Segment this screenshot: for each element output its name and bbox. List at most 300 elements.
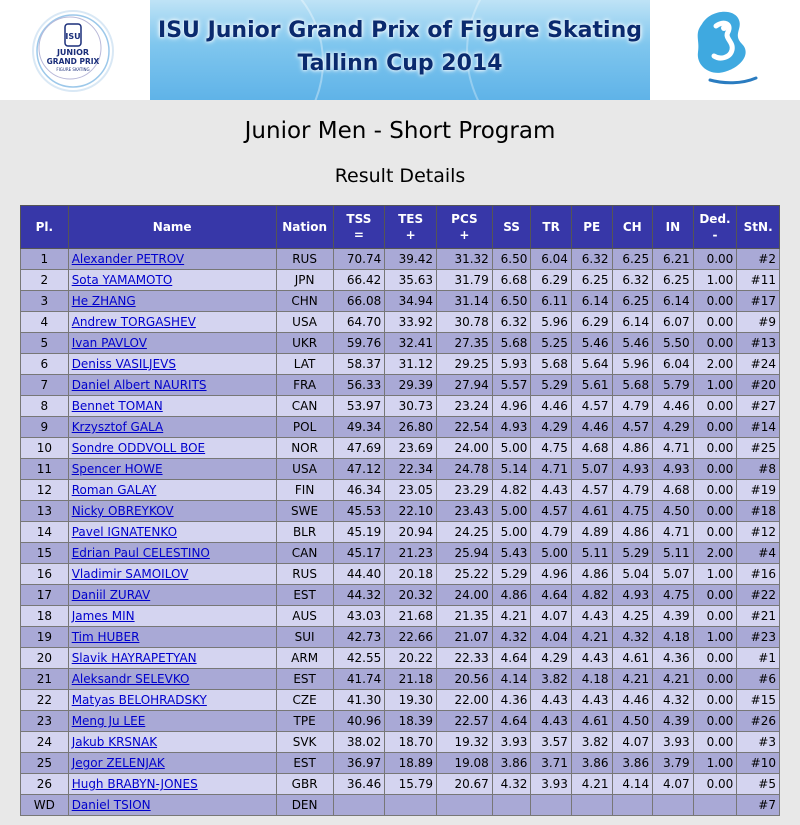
header-label: Nation: [282, 220, 327, 234]
nation-cell: FRA: [276, 375, 333, 396]
start-number-cell: #17: [737, 291, 780, 312]
place-cell: 14: [21, 522, 69, 543]
ded-cell: 0.00: [693, 480, 737, 501]
tr-cell: 4.75: [531, 438, 572, 459]
tss-cell: 66.08: [333, 291, 385, 312]
nation-cell: AUS: [276, 606, 333, 627]
skater-link[interactable]: Krzysztof GALA: [71, 420, 164, 434]
pe-cell: 4.46: [571, 417, 612, 438]
nation-cell: NOR: [276, 438, 333, 459]
skater-link[interactable]: Daniel Albert NAURITS: [71, 378, 207, 392]
ch-cell: 6.25: [612, 249, 653, 270]
start-number-cell: #15: [737, 690, 780, 711]
in-cell: 5.11: [653, 543, 694, 564]
nation-cell: EST: [276, 753, 333, 774]
tr-cell: 3.82: [531, 669, 572, 690]
ch-cell: 4.21: [612, 669, 653, 690]
place-cell: 8: [21, 396, 69, 417]
ded-cell: 0.00: [693, 396, 737, 417]
col-name-header: [68, 206, 276, 249]
in-cell: 4.29: [653, 417, 694, 438]
tes-cell: 32.41: [385, 333, 437, 354]
tr-cell: [531, 795, 572, 816]
skater-link[interactable]: Aleksandr SELEVKO: [71, 672, 190, 686]
table-row: [21, 354, 780, 375]
skater-link[interactable]: Ivan PAVLOV: [71, 336, 147, 350]
ded-cell: 1.00: [693, 375, 737, 396]
tr-cell: 4.71: [531, 459, 572, 480]
name-cell: [68, 249, 276, 270]
place-cell: 4: [21, 312, 69, 333]
tss-cell: 56.33: [333, 375, 385, 396]
nation-cell: EST: [276, 585, 333, 606]
header-label: StN.: [743, 220, 773, 234]
tes-cell: 29.39: [385, 375, 437, 396]
nation-cell: CAN: [276, 396, 333, 417]
skater-link[interactable]: Sondre ODDVOLL BOE: [71, 441, 206, 455]
results-table: [20, 205, 780, 816]
pcs-cell: 31.14: [437, 291, 493, 312]
in-cell: 4.39: [653, 711, 694, 732]
pcs-cell: 22.33: [437, 648, 493, 669]
name-cell: [68, 690, 276, 711]
name-cell: [68, 627, 276, 648]
nation-cell: JPN: [276, 270, 333, 291]
name-cell: [68, 312, 276, 333]
col-nation-header: [276, 206, 333, 249]
skater-link[interactable]: Andrew TORGASHEV: [71, 315, 196, 329]
pe-cell: 4.57: [571, 396, 612, 417]
start-number-cell: #1: [737, 648, 780, 669]
tss-cell: 45.53: [333, 501, 385, 522]
ss-cell: 4.64: [492, 648, 531, 669]
nation-cell: CZE: [276, 690, 333, 711]
tss-cell: 46.34: [333, 480, 385, 501]
tes-cell: 19.30: [385, 690, 437, 711]
tes-cell: 20.22: [385, 648, 437, 669]
pcs-cell: 24.25: [437, 522, 493, 543]
pe-cell: 4.43: [571, 648, 612, 669]
col-start-number-header: [737, 206, 780, 249]
start-number-cell: #18: [737, 501, 780, 522]
in-cell: 4.68: [653, 480, 694, 501]
place-cell: 25: [21, 753, 69, 774]
start-number-cell: #25: [737, 438, 780, 459]
skater-link[interactable]: James MIN: [71, 609, 135, 623]
tr-cell: 4.57: [531, 501, 572, 522]
ss-cell: 4.36: [492, 690, 531, 711]
tr-cell: 4.79: [531, 522, 572, 543]
name-cell: [68, 438, 276, 459]
ch-cell: 4.93: [612, 585, 653, 606]
ss-cell: 5.14: [492, 459, 531, 480]
name-cell: [68, 585, 276, 606]
table-row: [21, 711, 780, 732]
pcs-cell: 20.67: [437, 774, 493, 795]
pcs-cell: 21.07: [437, 627, 493, 648]
name-cell: [68, 606, 276, 627]
tes-cell: 22.66: [385, 627, 437, 648]
header-operator: +: [459, 228, 470, 242]
pe-cell: 4.43: [571, 690, 612, 711]
name-cell: [68, 522, 276, 543]
pcs-cell: 24.78: [437, 459, 493, 480]
skater-link[interactable]: Alexander PETROV: [71, 252, 185, 266]
pcs-cell: 21.35: [437, 606, 493, 627]
pe-cell: 6.29: [571, 312, 612, 333]
name-cell: [68, 648, 276, 669]
ded-cell: 2.00: [693, 543, 737, 564]
nation-cell: EST: [276, 669, 333, 690]
name-cell: [68, 375, 276, 396]
start-number-cell: #12: [737, 522, 780, 543]
page-subtitle: Result Details: [334, 165, 466, 187]
ss-cell: 4.96: [492, 396, 531, 417]
tss-cell: 45.17: [333, 543, 385, 564]
ch-cell: 4.07: [612, 732, 653, 753]
table-row: [21, 501, 780, 522]
ded-cell: 0.00: [693, 690, 737, 711]
skater-link[interactable]: Daniel TSION: [71, 798, 151, 812]
skater-link[interactable]: Tim HUBER: [71, 630, 140, 644]
nation-cell: POL: [276, 417, 333, 438]
ch-cell: 4.61: [612, 648, 653, 669]
pcs-cell: 25.22: [437, 564, 493, 585]
place-cell: 17: [21, 585, 69, 606]
tes-cell: 23.05: [385, 480, 437, 501]
ded-cell: 0.00: [693, 522, 737, 543]
col-ch-header: [612, 206, 653, 249]
ded-cell: 0.00: [693, 417, 737, 438]
tes-cell: 21.68: [385, 606, 437, 627]
pcs-cell: 24.00: [437, 585, 493, 606]
skater-link[interactable]: Jegor ZELENJAK: [71, 756, 165, 770]
tss-cell: 43.03: [333, 606, 385, 627]
table-row: [21, 459, 780, 480]
table-row: [21, 795, 780, 816]
header-label: IN: [665, 220, 681, 234]
in-cell: 4.39: [653, 606, 694, 627]
pe-cell: 3.86: [571, 753, 612, 774]
name-cell: [68, 543, 276, 564]
place-cell: 15: [21, 543, 69, 564]
tes-cell: 22.10: [385, 501, 437, 522]
tes-cell: 21.23: [385, 543, 437, 564]
tr-cell: 4.96: [531, 564, 572, 585]
name-cell: [68, 396, 276, 417]
ss-cell: 5.00: [492, 522, 531, 543]
col-place-header: [21, 206, 69, 249]
start-number-cell: #2: [737, 249, 780, 270]
tes-cell: 30.73: [385, 396, 437, 417]
ch-cell: 6.25: [612, 291, 653, 312]
nation-cell: SUI: [276, 627, 333, 648]
pcs-cell: 22.57: [437, 711, 493, 732]
banner-title-line2: Tallinn Cup 2014: [297, 51, 503, 76]
start-number-cell: #7: [737, 795, 780, 816]
place-cell: 26: [21, 774, 69, 795]
pe-cell: 4.21: [571, 774, 612, 795]
name-cell: [68, 501, 276, 522]
header-label: Name: [152, 220, 192, 234]
ch-cell: 4.46: [612, 690, 653, 711]
tes-cell: 18.89: [385, 753, 437, 774]
tss-cell: 36.46: [333, 774, 385, 795]
tss-cell: 70.74: [333, 249, 385, 270]
table-row: [21, 312, 780, 333]
svg-text:FIGURE SKATING: FIGURE SKATING: [56, 67, 90, 72]
skater-link[interactable]: Roman GALAY: [71, 483, 157, 497]
tss-cell: 53.97: [333, 396, 385, 417]
tr-cell: 4.64: [531, 585, 572, 606]
place-cell: 23: [21, 711, 69, 732]
ch-cell: 4.14: [612, 774, 653, 795]
ded-cell: 0.00: [693, 732, 737, 753]
tss-cell: [333, 795, 385, 816]
tss-cell: 47.12: [333, 459, 385, 480]
tss-cell: 58.37: [333, 354, 385, 375]
nation-cell: RUS: [276, 249, 333, 270]
table-row: [21, 774, 780, 795]
ss-cell: 5.00: [492, 501, 531, 522]
banner-title-line1: ISU Junior Grand Prix of Figure Skating: [158, 18, 642, 43]
tes-cell: 22.34: [385, 459, 437, 480]
tr-cell: 5.25: [531, 333, 572, 354]
tr-cell: 3.57: [531, 732, 572, 753]
tss-cell: 44.32: [333, 585, 385, 606]
table-row: [21, 270, 780, 291]
pe-cell: 4.86: [571, 564, 612, 585]
tes-cell: 39.42: [385, 249, 437, 270]
skater-link[interactable]: Deniss VASILJEVS: [71, 357, 177, 371]
header-label: Pl.: [35, 220, 54, 234]
place-cell: 10: [21, 438, 69, 459]
skater-link[interactable]: Daniil ZURAV: [71, 588, 151, 602]
skater-link[interactable]: Hugh BRABYN-JONES: [71, 777, 198, 791]
skater-link[interactable]: Spencer HOWE: [71, 462, 163, 476]
pe-cell: [571, 795, 612, 816]
tes-cell: [385, 795, 437, 816]
tes-cell: 20.18: [385, 564, 437, 585]
header-label: PCS: [451, 212, 478, 226]
pe-cell: 5.46: [571, 333, 612, 354]
ch-cell: 3.86: [612, 753, 653, 774]
header-label: TES: [398, 212, 424, 226]
in-cell: 5.50: [653, 333, 694, 354]
tss-cell: 45.19: [333, 522, 385, 543]
tr-cell: 6.04: [531, 249, 572, 270]
tr-cell: 6.11: [531, 291, 572, 312]
ss-cell: 4.14: [492, 669, 531, 690]
name-cell: [68, 291, 276, 312]
tes-cell: 34.94: [385, 291, 437, 312]
ded-cell: 0.00: [693, 312, 737, 333]
ss-cell: 5.68: [492, 333, 531, 354]
ded-cell: 0.00: [693, 459, 737, 480]
ch-cell: 4.32: [612, 627, 653, 648]
table-body: [21, 249, 780, 816]
ded-cell: 0.00: [693, 501, 737, 522]
pcs-cell: 31.32: [437, 249, 493, 270]
pcs-cell: 22.54: [437, 417, 493, 438]
pe-cell: 4.68: [571, 438, 612, 459]
table-row: [21, 606, 780, 627]
tes-cell: 18.70: [385, 732, 437, 753]
tss-cell: 64.70: [333, 312, 385, 333]
tss-cell: 40.96: [333, 711, 385, 732]
ss-cell: 6.68: [492, 270, 531, 291]
name-cell: [68, 711, 276, 732]
ded-cell: 1.00: [693, 753, 737, 774]
col-pe-header: [571, 206, 612, 249]
col-ss-header: [492, 206, 531, 249]
tr-cell: 4.04: [531, 627, 572, 648]
pe-cell: 4.21: [571, 627, 612, 648]
tr-cell: 4.29: [531, 648, 572, 669]
ss-cell: 4.21: [492, 606, 531, 627]
in-cell: 4.71: [653, 438, 694, 459]
skater-link[interactable]: Edrian Paul CELESTINO: [71, 546, 210, 560]
ded-cell: 0.00: [693, 669, 737, 690]
ch-cell: 5.96: [612, 354, 653, 375]
tss-cell: 38.02: [333, 732, 385, 753]
page-title: Junior Men - Short Program: [244, 118, 556, 144]
in-cell: 4.71: [653, 522, 694, 543]
ch-cell: 4.79: [612, 396, 653, 417]
table-row: [21, 648, 780, 669]
name-cell: [68, 795, 276, 816]
nation-cell: LAT: [276, 354, 333, 375]
skater-link[interactable]: Slavik HAYRAPETYAN: [71, 651, 197, 665]
ss-cell: 4.86: [492, 585, 531, 606]
place-cell: 20: [21, 648, 69, 669]
ch-cell: 6.32: [612, 270, 653, 291]
table-row: [21, 417, 780, 438]
ss-cell: 6.50: [492, 249, 531, 270]
ded-cell: 0.00: [693, 585, 737, 606]
ch-cell: 4.25: [612, 606, 653, 627]
table-row: [21, 669, 780, 690]
tr-cell: 4.43: [531, 711, 572, 732]
table-row: [21, 396, 780, 417]
skater-link[interactable]: Nicky OBREYKOV: [71, 504, 174, 518]
place-cell: 2: [21, 270, 69, 291]
start-number-cell: #23: [737, 627, 780, 648]
ss-cell: 5.00: [492, 438, 531, 459]
col-tr-header: [531, 206, 572, 249]
ded-cell: 1.00: [693, 627, 737, 648]
skater-link[interactable]: Matyas BELOHRADSKY: [71, 693, 207, 707]
skater-link[interactable]: He ZHANG: [71, 294, 136, 308]
ss-cell: 4.32: [492, 627, 531, 648]
skater-link[interactable]: Vladimir SAMOILOV: [71, 567, 189, 581]
table-header-row: [21, 206, 780, 249]
place-cell: 19: [21, 627, 69, 648]
pcs-cell: 27.35: [437, 333, 493, 354]
ss-cell: 5.29: [492, 564, 531, 585]
place-cell: 3: [21, 291, 69, 312]
header-label: Ded.: [699, 212, 731, 226]
table-row: [21, 543, 780, 564]
nation-cell: RUS: [276, 564, 333, 585]
ch-cell: [612, 795, 653, 816]
svg-text:GRAND PRIX: GRAND PRIX: [46, 57, 100, 66]
start-number-cell: #19: [737, 480, 780, 501]
table-row: [21, 249, 780, 270]
ss-cell: 4.93: [492, 417, 531, 438]
ch-cell: 4.50: [612, 711, 653, 732]
ss-cell: 4.64: [492, 711, 531, 732]
ded-cell: 0.00: [693, 648, 737, 669]
table-row: [21, 438, 780, 459]
name-cell: [68, 354, 276, 375]
pcs-cell: 30.78: [437, 312, 493, 333]
place-cell: 1: [21, 249, 69, 270]
table-row: [21, 690, 780, 711]
ch-cell: 4.93: [612, 459, 653, 480]
ded-cell: [693, 795, 737, 816]
start-number-cell: #6: [737, 669, 780, 690]
snowflake-decoration: [150, 0, 324, 100]
header-operator: +: [405, 228, 416, 242]
table-row: [21, 375, 780, 396]
nation-cell: CAN: [276, 543, 333, 564]
tes-cell: 21.18: [385, 669, 437, 690]
pe-cell: 4.61: [571, 711, 612, 732]
col-tes-header: [385, 206, 437, 249]
place-cell: 24: [21, 732, 69, 753]
tes-cell: 31.12: [385, 354, 437, 375]
pe-cell: 4.18: [571, 669, 612, 690]
skater-link[interactable]: Jakub KRSNAK: [71, 735, 158, 749]
tr-cell: 5.96: [531, 312, 572, 333]
ch-cell: 4.86: [612, 438, 653, 459]
place-cell: 5: [21, 333, 69, 354]
in-cell: 6.07: [653, 312, 694, 333]
pe-cell: 6.25: [571, 270, 612, 291]
name-cell: [68, 774, 276, 795]
header-label: SS: [503, 220, 520, 234]
skater-link[interactable]: Sota YAMAMOTO: [71, 273, 173, 287]
ded-cell: 0.00: [693, 774, 737, 795]
skater-link[interactable]: Meng Ju LEE: [71, 714, 146, 728]
start-number-cell: #16: [737, 564, 780, 585]
pe-cell: 4.61: [571, 501, 612, 522]
nation-cell: USA: [276, 459, 333, 480]
skater-link[interactable]: Bennet TOMAN: [71, 399, 163, 413]
tss-cell: 41.30: [333, 690, 385, 711]
in-cell: [653, 795, 694, 816]
pcs-cell: 23.29: [437, 480, 493, 501]
in-cell: 6.14: [653, 291, 694, 312]
tss-cell: 41.74: [333, 669, 385, 690]
start-number-cell: #13: [737, 333, 780, 354]
table-row: [21, 627, 780, 648]
in-cell: 4.75: [653, 585, 694, 606]
in-cell: 4.46: [653, 396, 694, 417]
ded-cell: 0.00: [693, 249, 737, 270]
ch-cell: 4.79: [612, 480, 653, 501]
in-cell: 5.79: [653, 375, 694, 396]
tes-cell: 20.94: [385, 522, 437, 543]
skater-link[interactable]: Pavel IGNATENKO: [71, 525, 178, 539]
ded-cell: 2.00: [693, 354, 737, 375]
pcs-cell: 22.00: [437, 690, 493, 711]
nation-cell: UKR: [276, 333, 333, 354]
table-row: [21, 585, 780, 606]
tss-cell: 47.69: [333, 438, 385, 459]
snowflake-decoration: [466, 0, 650, 100]
